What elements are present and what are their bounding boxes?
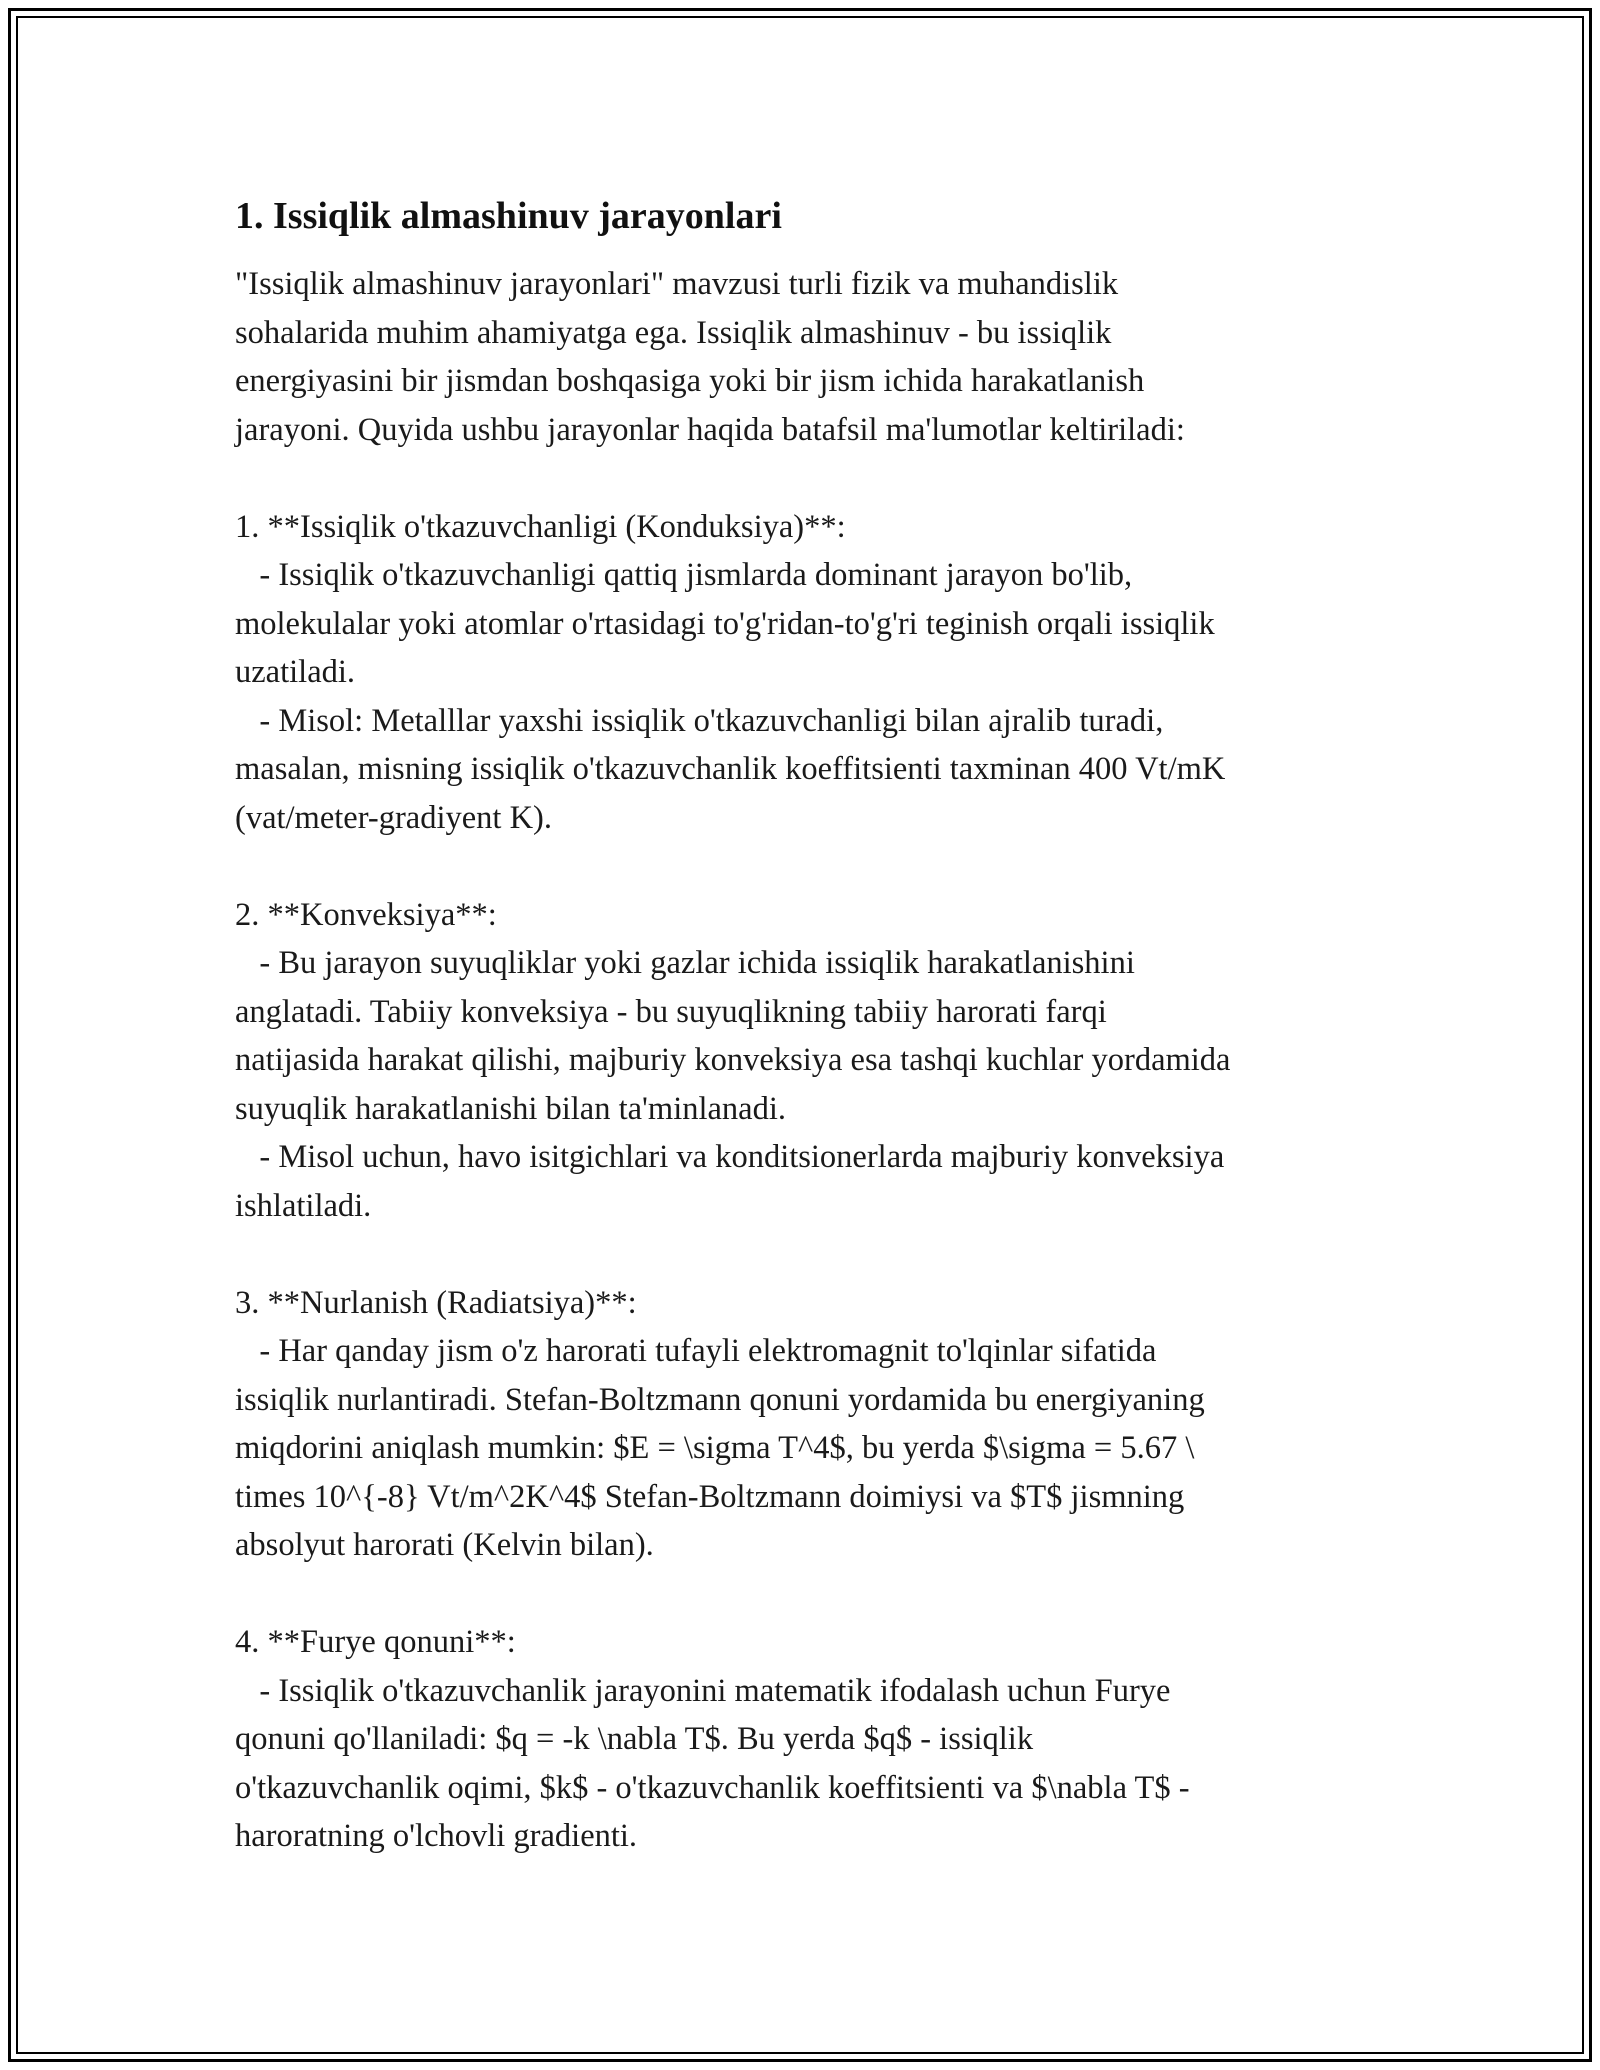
document-title: 1. Issiqlik almashinuv jarayonlari: [235, 195, 782, 237]
document-body: "Issiqlik almashinuv jarayonlari" mavzusi turli fizik va muhandislik sohalarida muhim ahamiyatga ega. Issiqlik almashinuv - bu issiqlik energiyasini bir jismdan boshqasiga yoki bir jism ichida harakatlanish jarayoni. Quyida ushbu jarayonlar haqida batafsil ma'lumotlar keltiriladi: 1. **Issiqlik o'tkazuvchanligi (Konduksiya)**: - Issiqlik o'tkazuvchanligi qattiq jismlarda dominant jarayon bo'lib, molekulalar yoki atomlar o'rtasidagi to'g'ridan-to'g'ri teginish orqali issiqlik uzatiladi. - Misol: Metalllar yaxshi issiqlik o'tkazuvchanligi bilan ajralib turadi, masalan, misning issiqlik o'tkazuvchanlik koeffitsienti taxminan 400 Vt/mK (vat/meter-gradiyent K). 2. **Konveksiya**: - Bu jarayon suyuqliklar yoki gazlar ichida issiqlik harakatlanishini anglatadi. Tabiiy konveksiya - bu suyuqlikning tabiiy harorati farqi natijasida harakat qilishi, majburiy konveksiya esa tashqi kuchlar yordamida suyuqlik harakatlanishi bilan ta'minlanadi. - Misol uchun, havo isitgichlari va konditsionerlarda majburiy konveksiya ishlatiladi. 3. **Nurlanish (Radiatsiya)**: - Har qanday jism o'z harorati tufayli elektromagnit to'lqinlar sifatida issiqlik nurlantiradi. Stefan-Boltzmann qonuni yordamida bu energiyaning miqdorini aniqlash mumkin: $E = \sigma T^4$, bu yerda $\sigma = 5.67 \ times 10^{-8} Vt/m^2K^4$ Stefan-Boltzmann doimiysi va $T$ jismning absolyut harorati (Kelvin bilan). 4. **Furye qonuni**: - Issiqlik o'tkazuvchanlik jarayonini matematik ifodalash uchun Furye qonuni qo'llaniladi: $q = -k \nabla T$. Bu yerda $q$ - issiqlik o'tkazuvchanlik oqimi, $k$ - o'tkazuvchanlik koeffitsienti va $\nabla T$ - haroratning o'lchovli gradienti.: [235, 266, 1231, 1854]
document-page: [235, 184, 1365, 1861]
